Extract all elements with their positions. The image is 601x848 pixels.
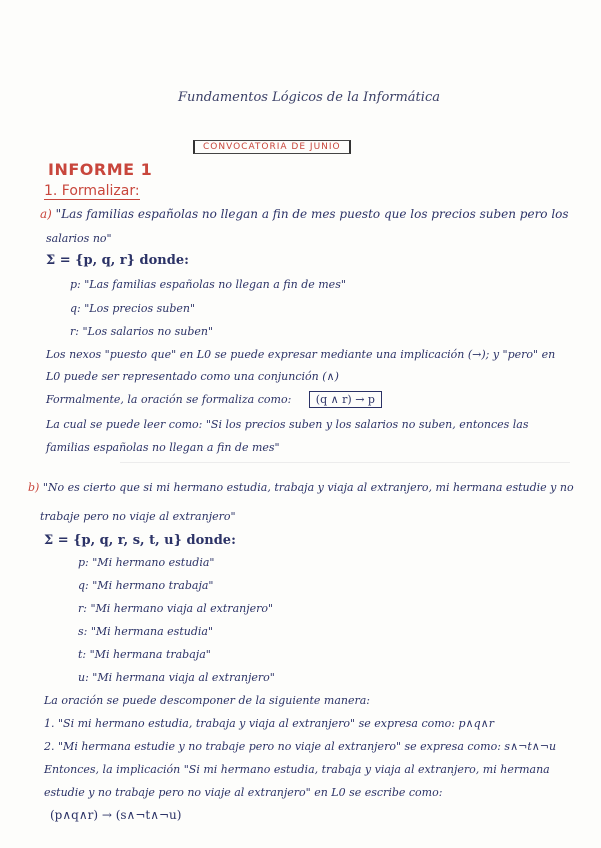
part-b-line1 (28, 481, 574, 494)
part-a-explanation-1: Los nexos "puesto que" en L0 se puede expresar mediante una implicación (→); y "pero" en (46, 348, 556, 361)
part-b-implication-2: estudie y no trabaje pero no viaje al extranjero" en L0 se escribe como: (44, 786, 443, 799)
part-a-formula: (q ∧ r) → p (309, 391, 382, 408)
part-b-decomp-1: 1. "Si mi hermano estudia, trabaja y viaja al extranjero" se expresa como: p∧q∧r (44, 717, 494, 730)
part-b-statement-1: "No es cierto que si mi hermano estudia, trabaja y viaja al extranjero, mi hermana estudie y no (42, 481, 574, 494)
part-b-decomp-2: 2. "Mi hermana estudie y no trabaje pero no viaje al extranjero" se expresa como: s∧¬t∧¬u (44, 740, 557, 753)
part-a-var-q: q: "Los precios suben" (70, 302, 196, 315)
part-b-var-u: u: "Mi hermana viaja al extranjero" (78, 671, 275, 684)
part-a-statement-2: salarios no" (46, 232, 112, 245)
part-b-var-p: p: "Mi hermano estudia" (78, 556, 215, 569)
part-a-label: a) (40, 207, 52, 221)
convocatoria-box (193, 134, 351, 153)
part-a-explanation-2: L0 puede ser representado como una conjunción (∧) (46, 370, 339, 383)
part-a-sigma: Σ = {p, q, r} donde: (46, 253, 189, 268)
informe-heading: INFORME 1 (48, 160, 153, 179)
part-a-reading-1: La cual se puede leer como: "Si los precios suben y los salarios no suben, entonces las (46, 418, 529, 431)
part-a-var-p: p: "Las familias españolas no llegan a fin de mes" (70, 278, 346, 291)
convocatoria-label: CONVOCATORIA DE JUNIO (193, 140, 351, 154)
section-heading (44, 183, 140, 199)
section-divider (120, 462, 570, 463)
part-b-statement-2: trabaje pero no viaje al extranjero" (40, 510, 236, 523)
part-b-sigma: Σ = {p, q, r, s, t, u} donde: (44, 533, 236, 548)
part-b-var-s: s: "Mi hermana estudia" (78, 625, 214, 638)
page-title: Fundamentos Lógicos de la Informática (178, 90, 440, 105)
part-a-formal-lead: Formalmente, la oración se formaliza como: (46, 393, 292, 406)
part-b-formula: (p∧q∧r) → (s∧¬t∧¬u) (50, 808, 182, 822)
part-b-label: b) (28, 481, 40, 494)
part-a-formal-line (46, 393, 382, 406)
part-b-var-r: r: "Mi hermano viaja al extranjero" (78, 602, 274, 615)
part-a-line1 (40, 207, 569, 221)
part-b-var-q: q: "Mi hermano trabaja" (78, 579, 214, 592)
part-a-statement-1: "Las familias españolas no llegan a fin de mes puesto que los precios suben pero los (55, 207, 569, 221)
part-b-decomp-intro: La oración se puede descomponer de la siguiente manera: (44, 694, 370, 707)
section-heading-text: 1. Formalizar: (44, 183, 140, 199)
part-b-var-t: t: "Mi hermana trabaja" (78, 648, 211, 661)
part-a-reading-2: familias españolas no llegan a fin de mes" (46, 441, 280, 454)
part-b-implication-1: Entonces, la implicación "Si mi hermano estudia, trabaja y viaja al extranjero, mi hermana (44, 763, 550, 776)
part-a-var-r: r: "Los salarios no suben" (70, 325, 214, 338)
